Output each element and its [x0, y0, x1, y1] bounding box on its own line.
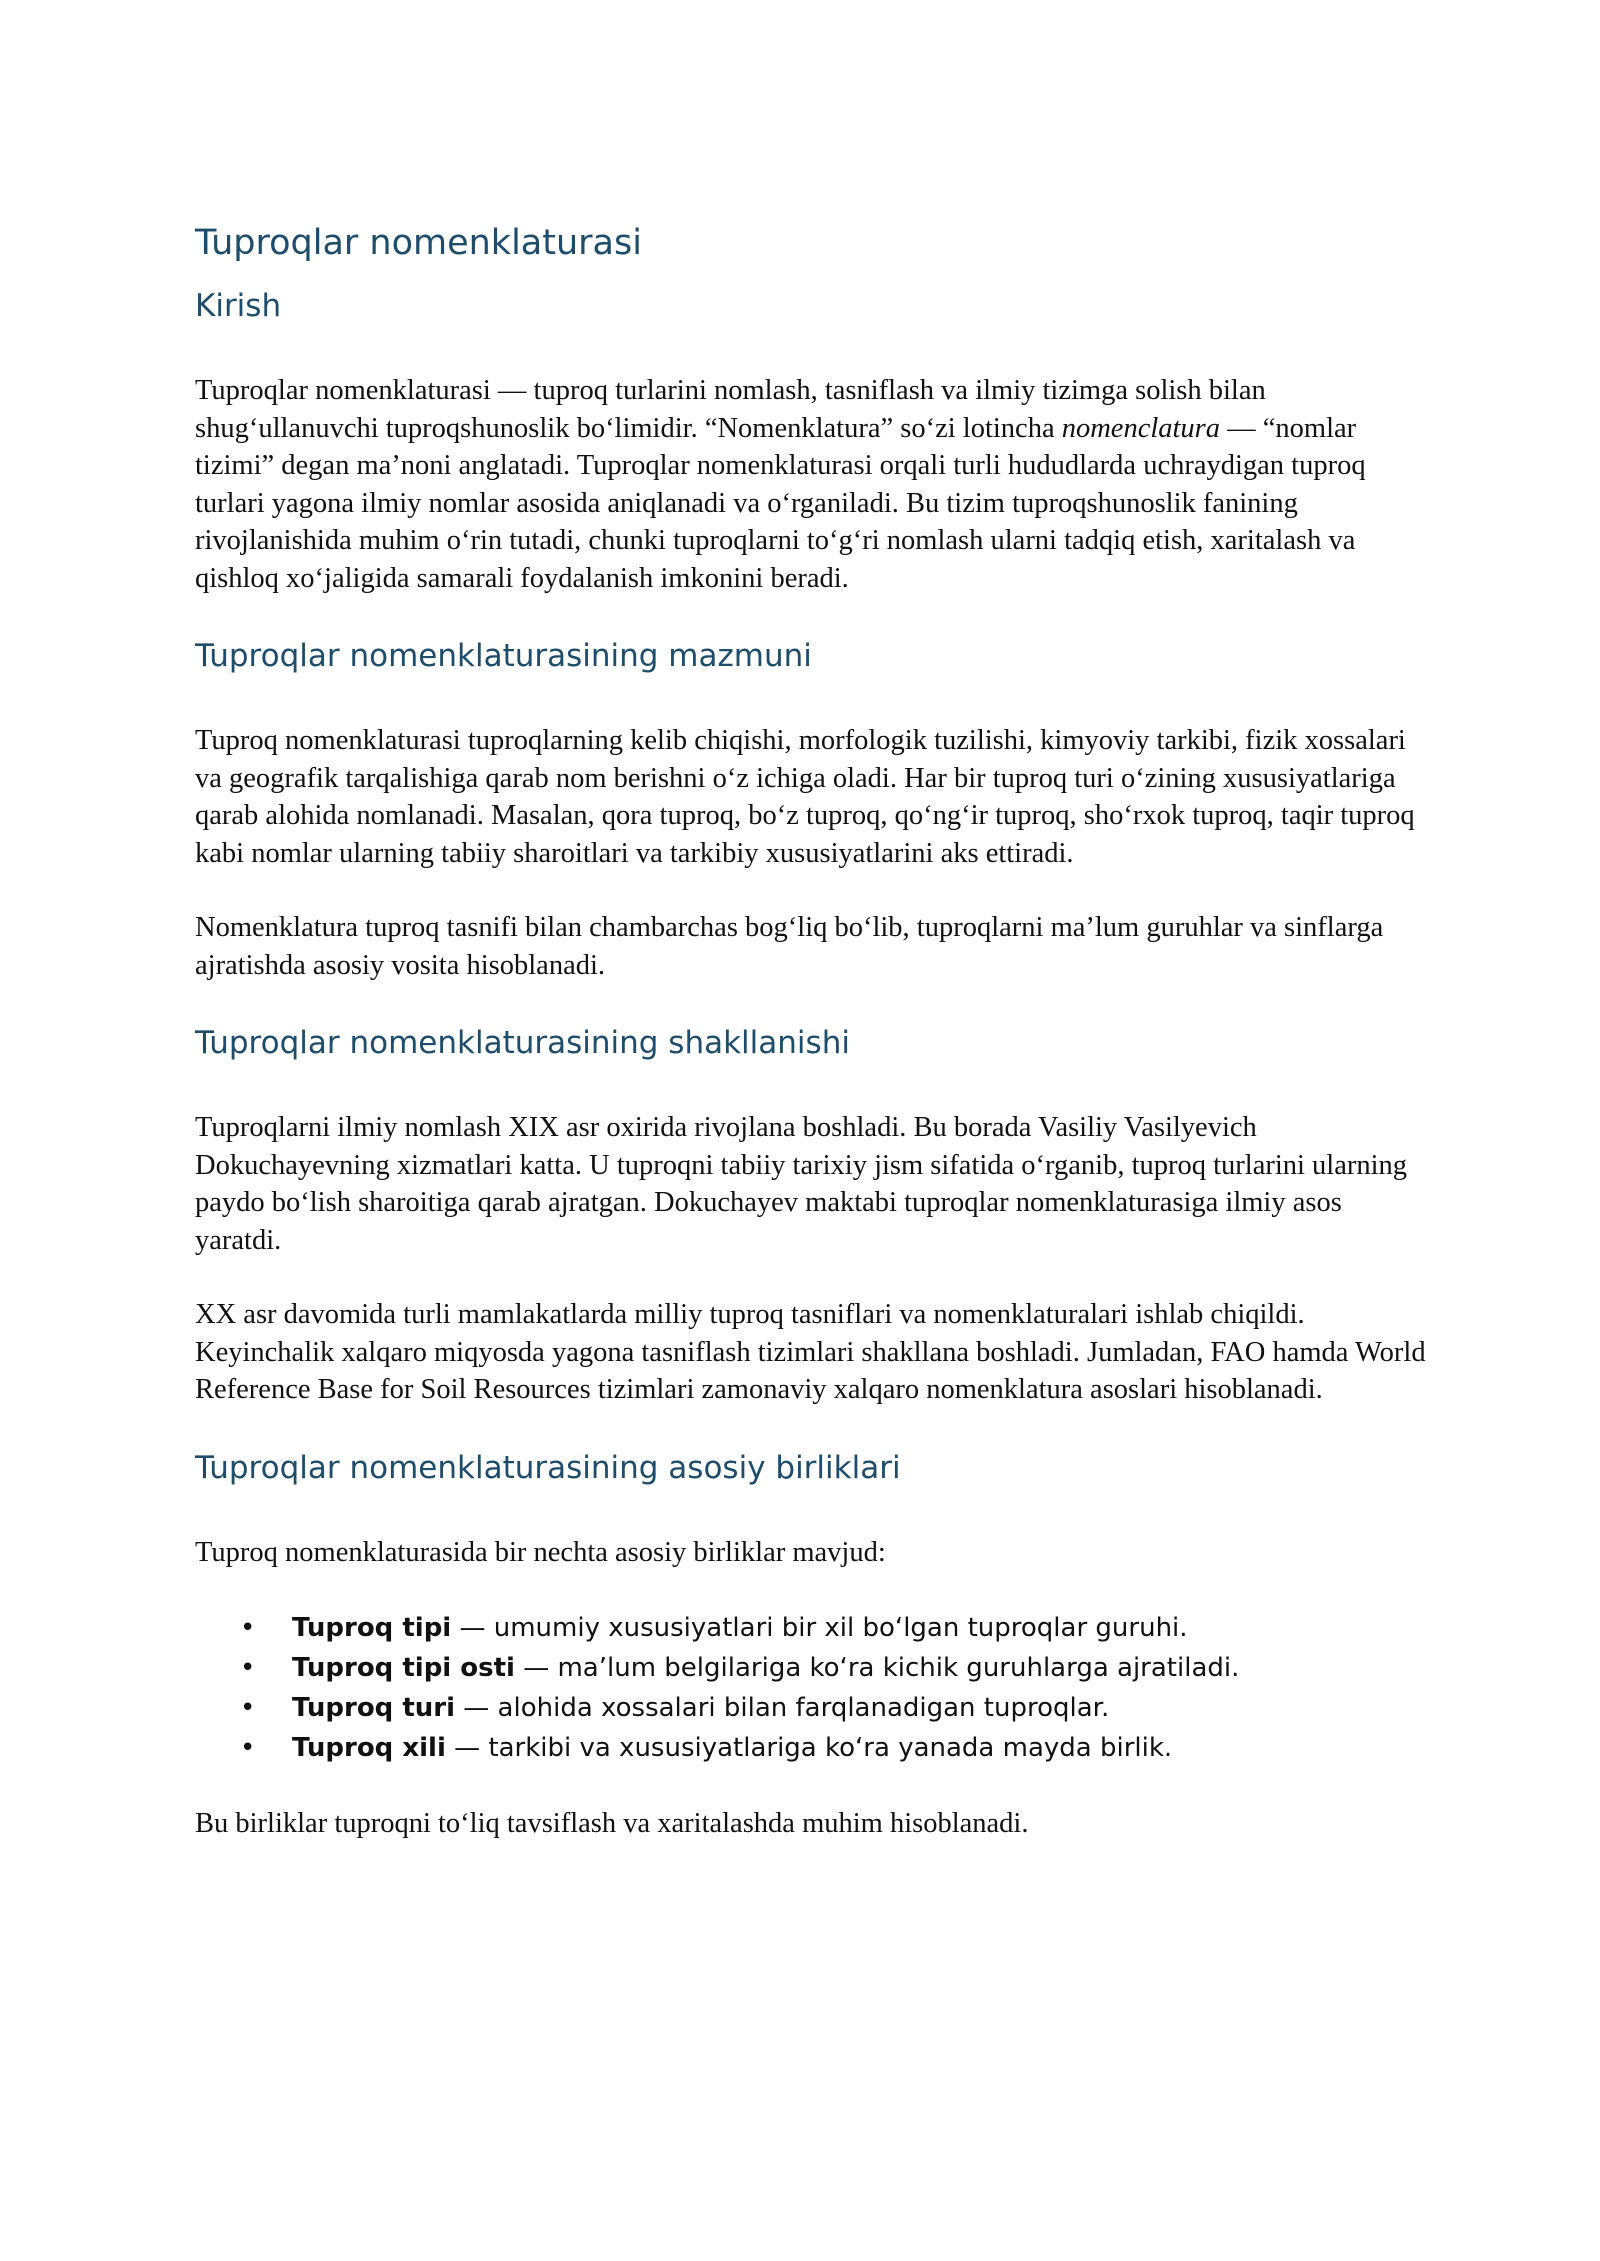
- page-title: Tuproqlar nomenklaturasi: [195, 223, 642, 263]
- birliklari-outro: Bu birliklar tuproqni to‘liq tavsiflash va xaritalashda muhim hisoblanadi.: [195, 1808, 1029, 1839]
- latin-term: nomenclatura: [1061, 412, 1221, 444]
- list-item: [195, 1688, 1435, 1728]
- list-item-term: Tuproq tipi osti: [292, 1653, 515, 1683]
- mazmuni-paragraph-2: Nomenklatura tuproq tasnifi bilan chambarchas bog‘liq bo‘lib, tuproqlarni ma’lum guruhlar va sinflarga ajratishda asosiy vosita hisoblanadi.: [195, 912, 1384, 981]
- bullet-icon: •: [240, 1733, 256, 1763]
- kirish-paragraph: Tuproqlar nomenklaturasi — tuproq turlarini nomlash, tasniflash va ilmiy tizimga solish bilan shug‘ullanuvchi tuproqshunoslik bo‘limidir. “Nomenklatura” so‘zi lotincha nomenclatura — “nomlar tizimi” degan ma’noni anglatadi. Tuproqlar nomenklaturasi orqali turli hududlarda uchraydigan tuproq turlari yagona ilmiy nomlar asosida aniqlanadi va o‘rganiladi. Bu tizim tuproqshunoslik fanining rivojlanishida muhim o‘rin tutadi, chunki tuproqlarni to‘g‘ri nomlash ularni tadqiq etish, xaritalash va qishloq xo‘jaligida samarali foydalanish imkonini beradi.: [195, 375, 1366, 594]
- list-item: [195, 1608, 1435, 1648]
- list-item-desc: — alohida xossalari bilan farqlanadigan tuproqlar.: [455, 1693, 1110, 1723]
- document-body: [195, 218, 1435, 1843]
- mazmuni-paragraph-1: Tuproq nomenklaturasi tuproqlarning kelib chiqishi, morfologik tuzilishi, kimyoviy tarkibi, fizik xossalari va geografik tarqalishiga qarab nom berishni o‘z ichiga oladi. Har bir tuproq turi o‘zining xususiyatlariga qarab alohida nomlanadi. Masalan, qora tuproq, bo‘z tuproq, qo‘ng‘ir tuproq, sho‘rxok tuproq, taqir tuproq kabi nomlar ularning tabiiy sharoitlari va tarkibiy xususiyatlarini aks ettiradi.: [195, 725, 1415, 869]
- shakllanishi-paragraph-1: Tuproqlarni ilmiy nomlash XIX asr oxirida rivojlana boshladi. Bu borada Vasiliy Vasilyevich Dokuchayevning xizmatlari katta. U tuproqni tabiiy tarixiy jism sifatida o‘rganib, tuproq turlarini ularning paydo bo‘lish sharoitiga qarab ajratgan. Dokuchayev maktabi tuproqlar nomenklaturasiga ilmiy asos yaratdi.: [195, 1112, 1408, 1256]
- birliklari-intro: Tuproq nomenklaturasida bir nechta asosiy birliklar mavjud:: [195, 1536, 886, 1568]
- section-heading-birliklari: Tuproqlar nomenklaturasining asosiy birliklari: [195, 1449, 901, 1486]
- list-item-desc: — ma’lum belgilariga ko‘ra kichik guruhlarga ajratiladi.: [514, 1653, 1240, 1683]
- list-item: [195, 1648, 1435, 1688]
- section-heading-shakllanishi: Tuproqlar nomenklaturasining shakllanishi: [195, 1025, 850, 1061]
- bullet-icon: •: [240, 1613, 256, 1643]
- shakllanishi-paragraph-2: XX asr davomida turli mamlakatlarda milliy tuproq tasniflari va nomenklaturalari ishlab chiqildi. Keyinchalik xalqaro miqyosda yagona tasniflash tizimlari shakllana boshladi. Jumladan, FAO hamda World Reference Base for Soil Resources tizimlari zamonaviy xalqaro nomenklatura asoslari hisoblanadi.: [195, 1299, 1426, 1405]
- list-item-desc: — umumiy xususiyatlari bir xil bo‘lgan tuproqlar guruhi.: [451, 1613, 1188, 1643]
- bullet-icon: •: [240, 1693, 256, 1723]
- list-item-term: Tuproq tipi: [292, 1613, 452, 1643]
- units-list: [195, 1608, 1435, 1768]
- bullet-icon: •: [240, 1653, 256, 1683]
- section-heading-mazmuni: Tuproqlar nomenklaturasining mazmuni: [195, 638, 812, 674]
- section-heading-kirish: Kirish: [195, 288, 282, 324]
- list-item: [195, 1728, 1435, 1768]
- list-item-term: Tuproq xili: [292, 1733, 446, 1763]
- list-item-desc: — tarkibi va xususiyatlariga ko‘ra yanada mayda birlik.: [445, 1733, 1173, 1763]
- list-item-term: Tuproq turi: [292, 1693, 456, 1723]
